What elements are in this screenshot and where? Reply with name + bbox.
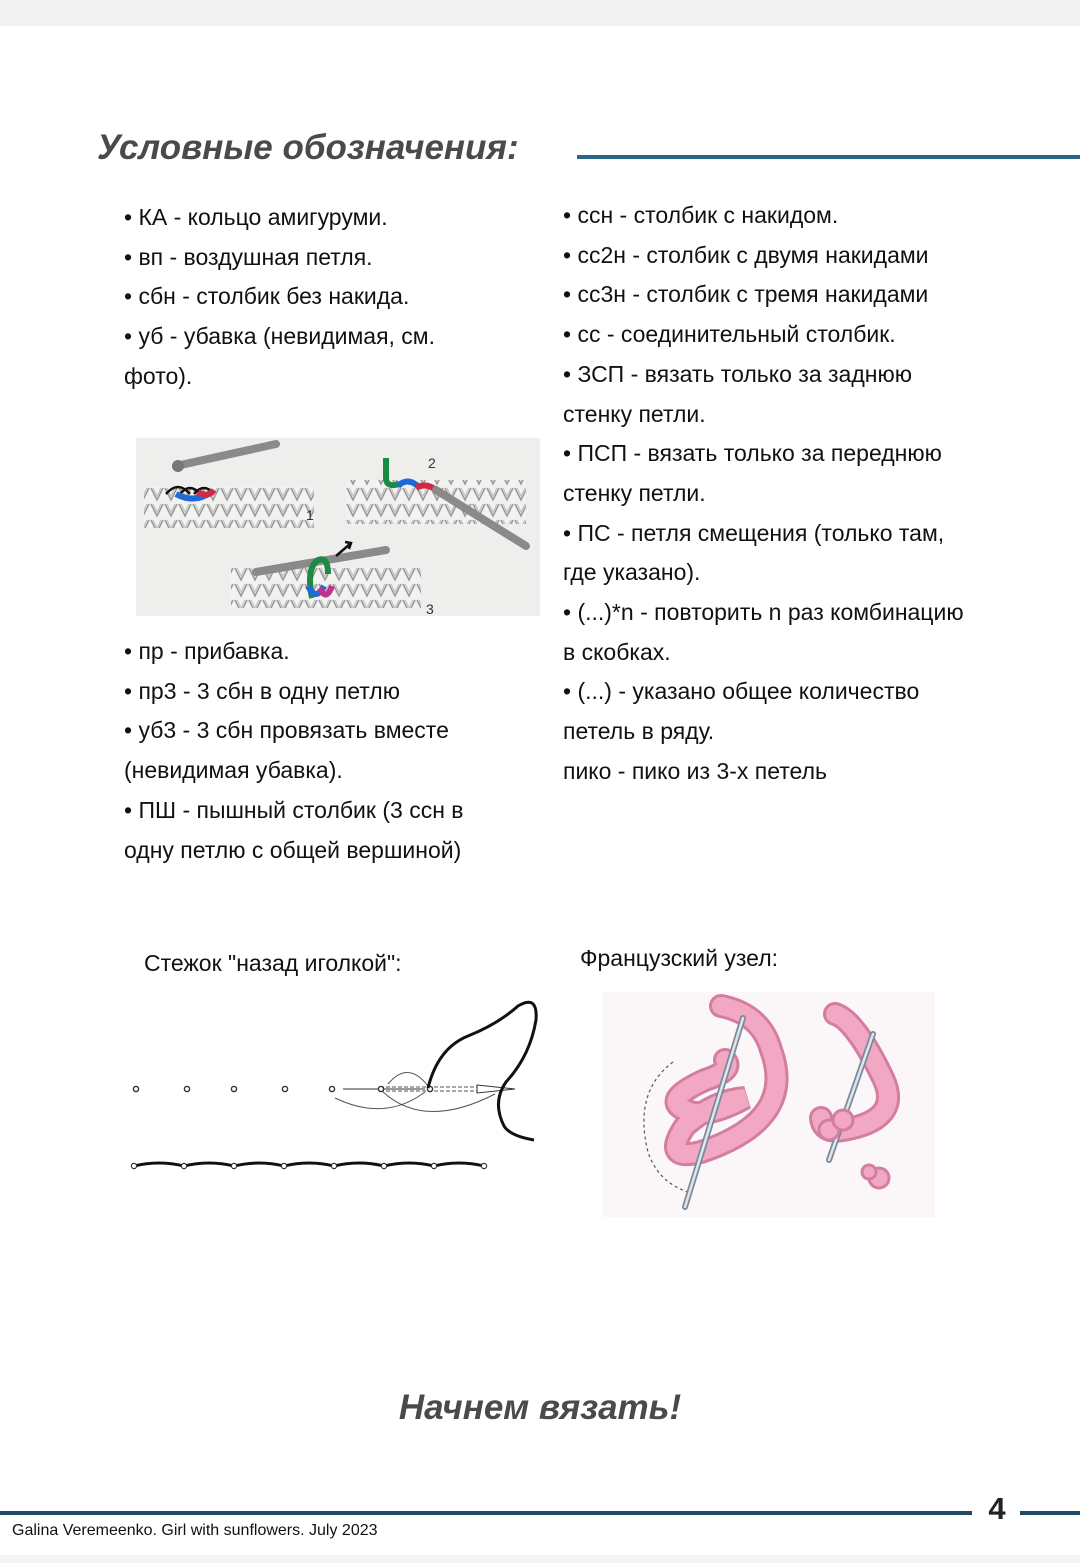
legend-item: где указано). [563, 559, 701, 586]
page-title: Условные обозначения: [97, 128, 519, 167]
legend-item: • ПС - петля смещения (только там, [563, 519, 945, 546]
legend-item: • ПСП - вязать только за переднюю [563, 440, 942, 467]
footer-rule [1020, 1511, 1080, 1515]
legend-item: • ЗСП - вязать только за заднюю [563, 360, 912, 387]
legend-item: • пр3 - 3 сбн в одну петлю [124, 677, 400, 704]
legend-item: • (...) - указано общее количество [563, 678, 920, 705]
legend-item: • сбн - столбик без накида. [124, 283, 410, 310]
legend-item: • вп - воздушная петля. [124, 243, 373, 270]
legend-item: • (...)*n - повторить n раз комбинацию [563, 599, 964, 626]
legend-item: • сс2н - столбик с двумя накидами [563, 241, 929, 268]
legend-item: (невидимая убавка). [124, 757, 343, 784]
legend-item: • КА - кольцо амигуруми. [124, 204, 388, 230]
legend-item: пико - пико из 3-х петель [563, 757, 827, 784]
legend-item: одну петлю с общей вершиной) [124, 836, 462, 863]
photo-step-number: 2 [428, 455, 436, 471]
legend-item: • сс - соединительный столбик. [563, 321, 896, 348]
legend-item: стенку петли. [563, 400, 706, 427]
legend-left-top [124, 198, 435, 397]
backstitch-caption: Стежок "назад иголкой": [144, 950, 402, 976]
title-rule [577, 155, 1080, 159]
legend-item: фото). [124, 362, 193, 389]
footer-rule [0, 1511, 972, 1515]
legend-left-bottom [124, 632, 464, 870]
closing-text: Начнем вязать! [398, 1388, 682, 1427]
legend-item: в скобках. [563, 638, 671, 665]
top-band [0, 0, 1080, 26]
french-knot-caption: Французский узел: [580, 945, 779, 971]
legend-item: • сс3н - столбик с тремя накидами [563, 281, 929, 308]
legend-item: • ссн - столбик с накидом. [563, 202, 839, 228]
legend-item: стенку петли. [563, 479, 706, 506]
decrease-photo [136, 438, 540, 616]
legend-item: петель в ряду. [563, 718, 715, 745]
photo-step-number: 1 [306, 507, 314, 523]
footer-credit: Galina Veremeenko. Girl with sunflowers. July 2023 [12, 1522, 378, 1539]
legend-item: • ПШ - пышный столбик (3 ссн в [124, 796, 464, 823]
french-knot-diagram [603, 992, 935, 1217]
legend-right [563, 196, 964, 792]
legend-item: • уб3 - 3 сбн провязать вместе [124, 717, 449, 744]
bottom-band [0, 1555, 1080, 1563]
backstitch-diagram [125, 998, 545, 1178]
page-number: 4 [988, 1491, 1006, 1526]
photo-step-number: 3 [426, 601, 434, 616]
legend-item: • уб - убавка (невидимая, см. [124, 323, 436, 350]
legend-item: • пр - прибавка. [124, 638, 290, 664]
